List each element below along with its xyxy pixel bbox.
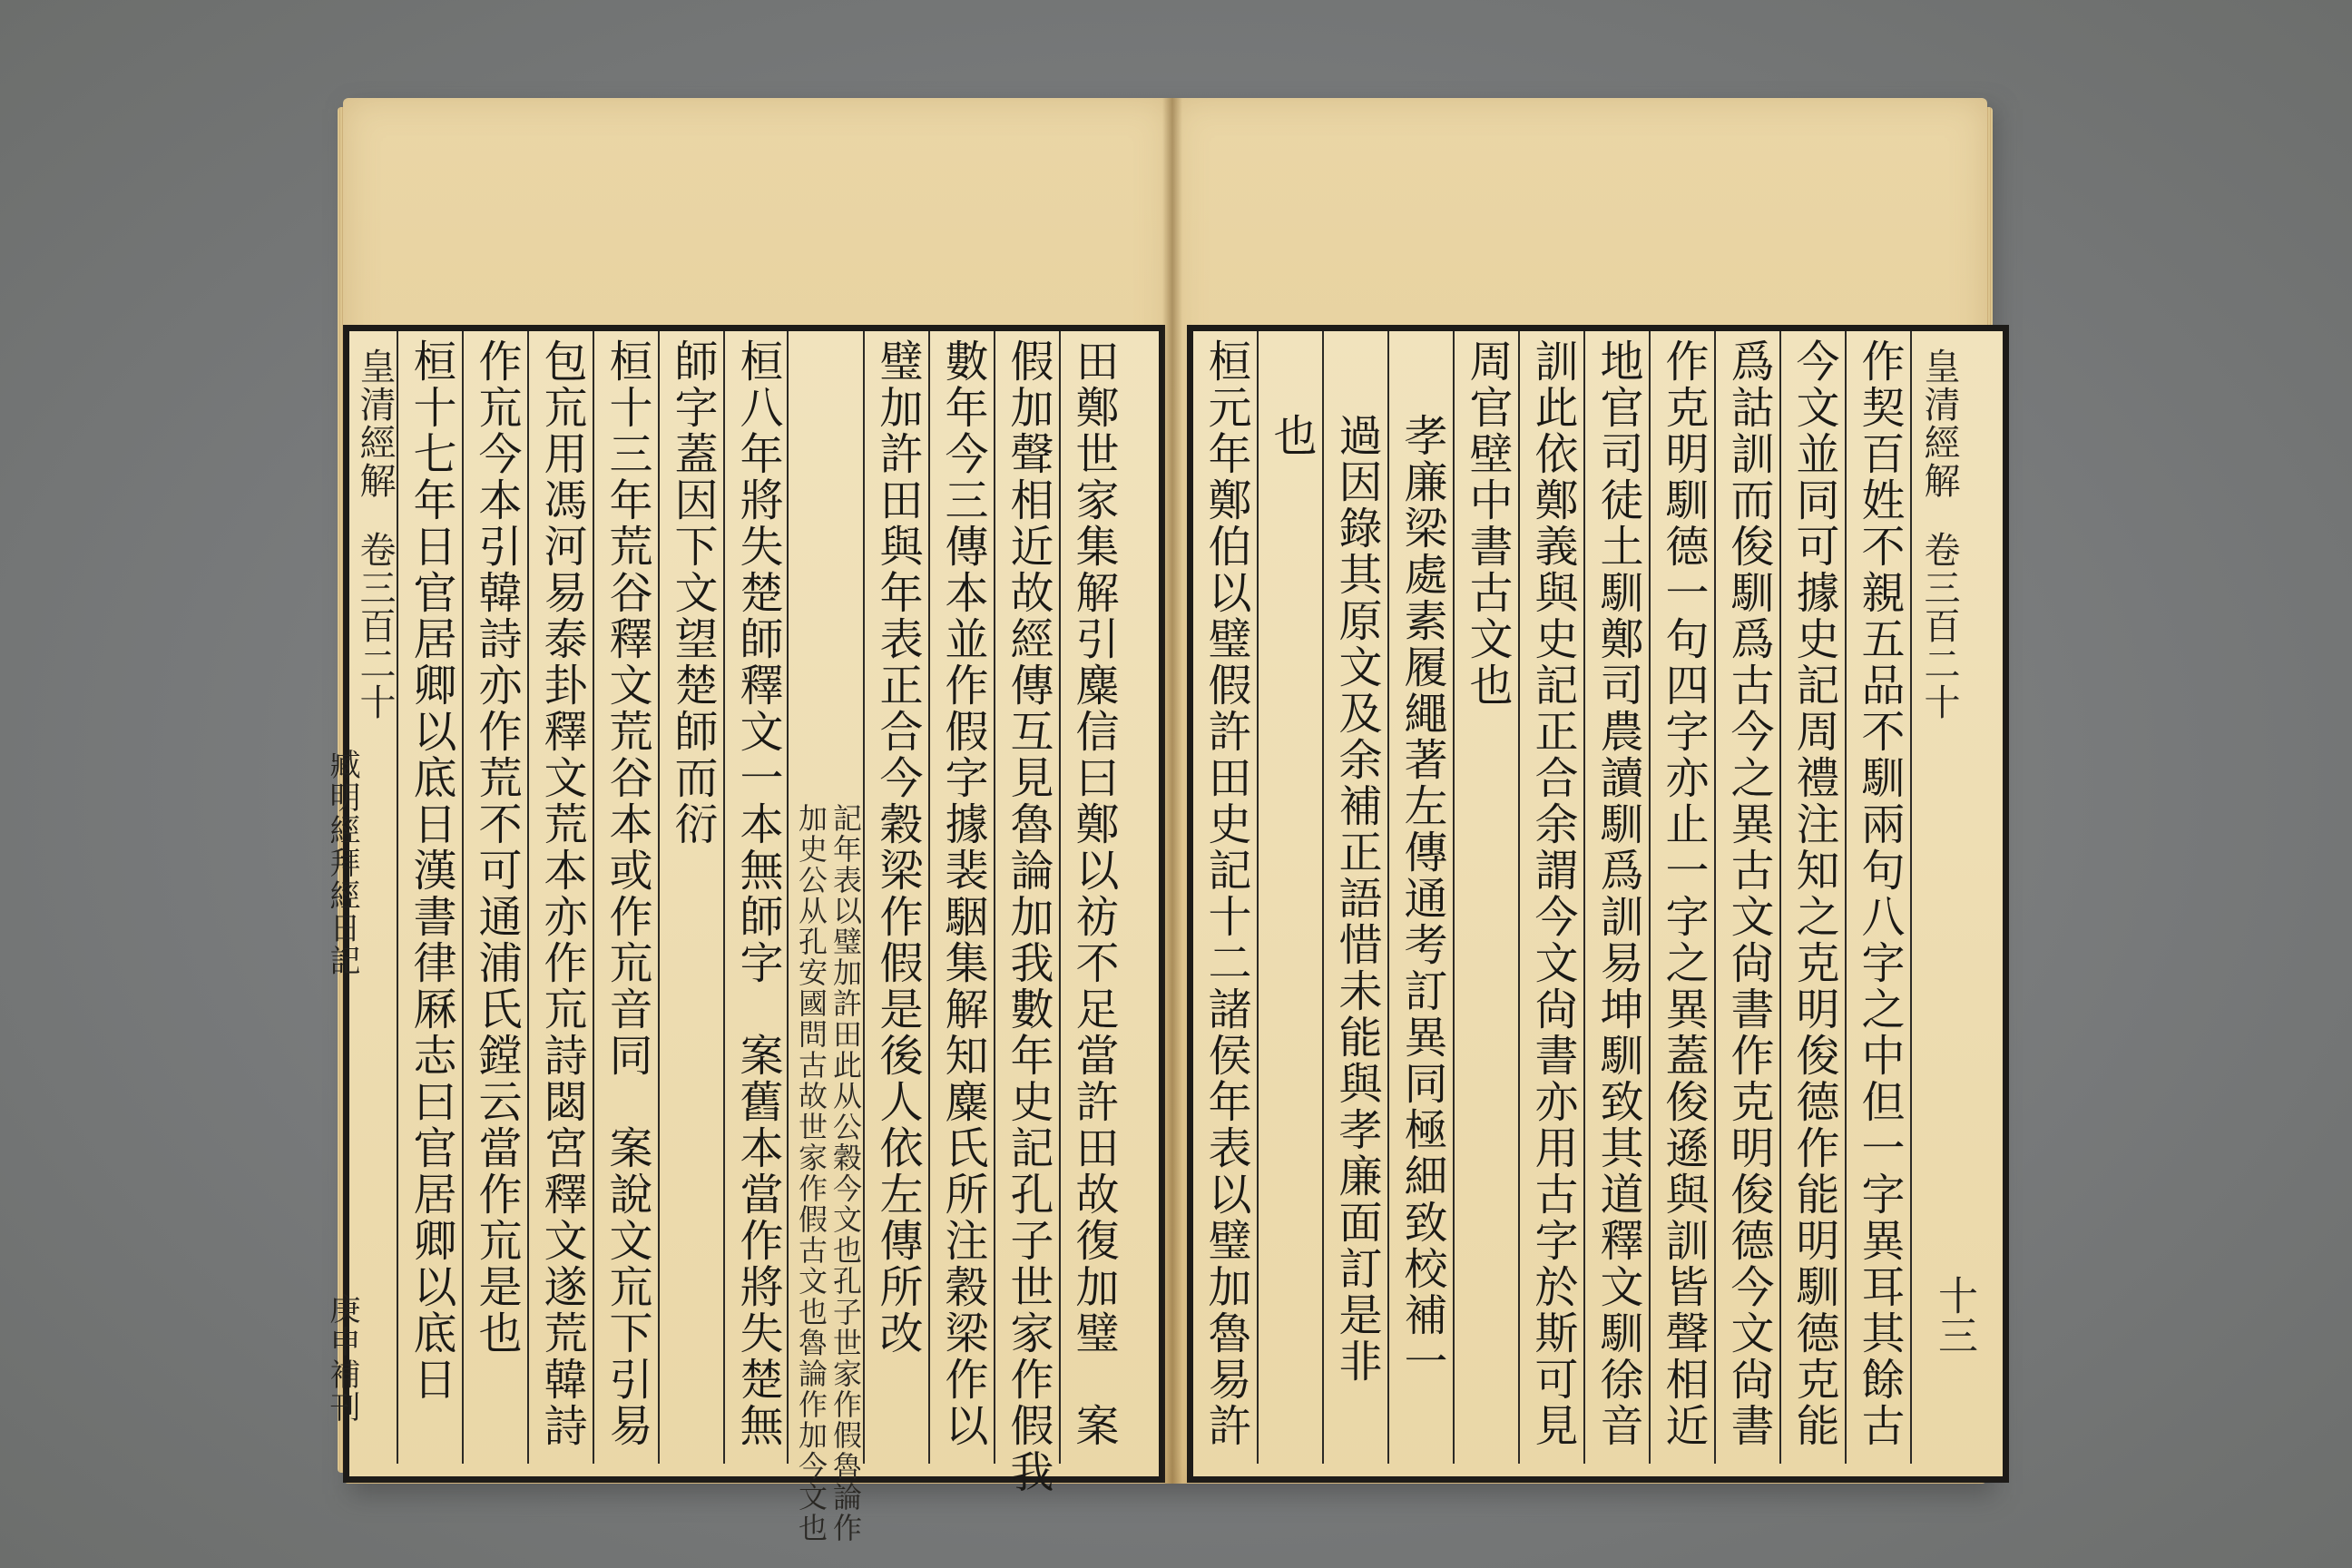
column-rule: [723, 331, 725, 1464]
right-column-10: 也: [1266, 413, 1317, 459]
column-rule: [928, 331, 930, 1464]
open-book: [324, 98, 1987, 1544]
right-column-5: 地官司徒土馴鄭司農讀馴爲訓易坤馴致其道釋文馴徐音: [1592, 338, 1643, 1449]
left-column-4: 璧加許田與年表正合今穀梁作假是後人依左傳所改: [872, 338, 923, 1357]
right-column-3: 爲詁訓而俊馴爲古今之異古文尙書作克明俊德今文尙書: [1723, 338, 1774, 1449]
right-printed-frame: [1187, 325, 2009, 1483]
volume-label: 卷三百二十: [1918, 531, 1960, 721]
column-rule: [1059, 331, 1061, 1464]
left-column-10: 桓十七年日官居卿以底日漢書律厤志曰官居卿以底日: [406, 338, 456, 1403]
right-column-11: 桓元年鄭伯以璧假許田史記十二諸侯年表以璧加魯易許: [1200, 338, 1251, 1449]
book-gutter: [1162, 98, 1182, 1484]
column-rule: [1453, 331, 1455, 1464]
left-note-2: 加史公从孔安國問古故世家作假古文也魯論作加今文也: [794, 803, 828, 1544]
left-column-9: 作巟今本引韓詩亦作荒不可通浦氏鏜云當作巟是也: [471, 338, 522, 1357]
left-column-6: 師字蓋因下文望楚師而衍: [667, 338, 718, 848]
column-rule: [1387, 331, 1389, 1464]
column-rule: [1518, 331, 1520, 1464]
column-rule: [593, 331, 594, 1464]
margin-rule: [1910, 331, 1912, 1464]
left-column-5: 桓八年將失楚師釋文一本無師字 案舊本當作將失楚無: [732, 338, 783, 1449]
book-title-label: 皇清經解: [1918, 348, 1960, 500]
left-column-1: 田鄭世家集解引麋信曰鄭以祊不足當許田故復加璧 案: [1068, 338, 1119, 1449]
right-column-6: 訓此依鄭義與史記正合余謂今文尙書亦用古字於斯可見: [1527, 338, 1578, 1449]
left-column-2: 假加聲相近故經傳互見魯論加我數年史記孔子世家作假我: [1003, 338, 1054, 1495]
right-column-7: 周官壁中書古文也: [1462, 338, 1513, 709]
column-rule: [1779, 331, 1781, 1464]
column-rule: [658, 331, 660, 1464]
column-rule: [527, 331, 529, 1464]
right-column-8: 孝廉梁處素履繩著左傳通考訂異同極細致校補一: [1396, 413, 1447, 1385]
book-title-label: 皇清經解: [354, 348, 396, 500]
column-rule: [994, 331, 995, 1464]
left-column-7: 桓十三年荒谷釋文荒谷本或作巟音同 案說文巟下引易: [602, 338, 652, 1449]
column-rule: [1714, 331, 1716, 1464]
left-page: [324, 98, 1171, 1544]
column-rule: [787, 331, 789, 1464]
margin-rule: [397, 331, 398, 1464]
left-column-8: 包巟用馮河易泰卦釋文荒本亦作巟詩閟宮釋文遂荒韓詩: [536, 338, 587, 1449]
right-column-2: 今文並同可據史記周禮注知之克明俊德作能明馴德克能: [1788, 338, 1839, 1449]
page-number: 十三: [1931, 1275, 1977, 1355]
column-rule: [1257, 331, 1259, 1464]
column-rule: [1649, 331, 1651, 1464]
left-printed-frame: [324, 325, 1165, 1544]
edition-label: 庚申補刊: [324, 1293, 360, 1424]
column-rule: [462, 331, 464, 1464]
column-rule: [1322, 331, 1324, 1464]
column-rule: [1845, 331, 1847, 1464]
column-rule: [1583, 331, 1585, 1464]
right-column-9: 過因錄其原文及余補正語惜未能與孝廉面訂是非: [1331, 413, 1382, 1385]
column-rule: [863, 331, 865, 1464]
right-column-1: 作契百姓不親五品不馴兩句八字之中但一字異耳其餘古: [1854, 338, 1905, 1449]
right-column-4: 作克明馴德一句四字亦止一字之異蓋俊遜與訓皆聲相近: [1658, 338, 1709, 1449]
author-label: 臧明經拜經日記: [324, 749, 360, 977]
volume-label: 卷三百二十: [354, 531, 396, 721]
left-column-3: 數年今三傳本並作假字據裴駰集解知麋氏所注穀梁作以: [937, 338, 988, 1449]
left-note-1: 記年表以璧加許田此从公穀今文也孔子世家作假魯論作: [828, 803, 863, 1544]
